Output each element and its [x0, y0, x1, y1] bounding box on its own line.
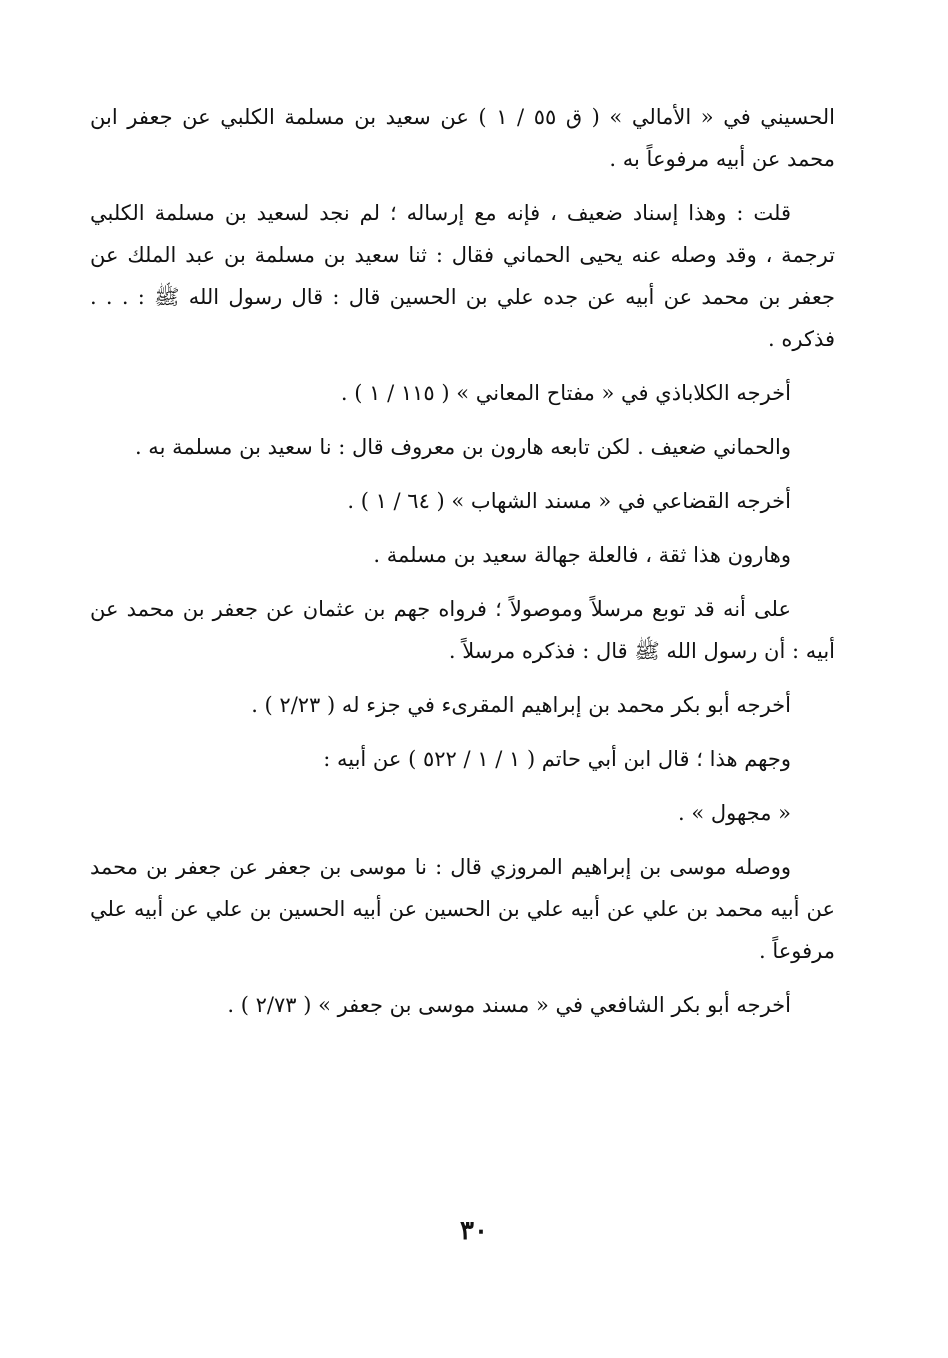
- page-body: [90, 96, 835, 1026]
- paragraph-9: وجهم هذا ؛ قال ابن أبي حاتم ( ١ / ١ / ٥٢٢ ) عن أبيه :: [323, 747, 791, 771]
- paragraph-4: والحماني ضعيف . لكن تابعه هارون بن معروف قال : نا سعيد بن مسلمة به .: [134, 435, 791, 459]
- paragraph-12: أخرجه أبو بكر الشافعي في « مسند موسى بن جعفر » ( ٢/٧٣ ) .: [227, 993, 791, 1017]
- paragraph-8: أخرجه أبو بكر محمد بن إبراهيم المقرىء في جزء له ( ٢/٢٣ ) .: [251, 693, 791, 717]
- paragraph-1: الحسيني في « الأمالي » ( ق ٥٥ / ١ ) عن سعيد بن مسلمة الكلبي عن جعفر ابن محمد عن أبيه مرفوعاً به .: [90, 105, 835, 171]
- paragraph-7: على أنه قد توبع مرسلاً وموصولاً ؛ فرواه جهم بن عثمان عن جعفر بن محمد عن أبيه : أن رسول الله ﷺ قال : فذكره مرسلاً .: [90, 597, 835, 663]
- paragraph-6: وهارون هذا ثقة ، فالعلة جهالة سعيد بن مسلمة .: [373, 543, 791, 567]
- paragraph-5: أخرجه القضاعي في « مسند الشهاب » ( ٦٤ / ١ ) .: [347, 489, 791, 513]
- paragraph-2: قلت : وهذا إسناد ضعيف ، فإنه مع إرساله ؛ لم نجد لسعيد بن مسلمة الكلبي ترجمة ، وقد وصله عنه يحيى الحماني فقال : ثنا سعيد بن مسلمة بن عبد الملك عن جعفر بن محمد عن أبيه عن جده علي بن الحسين قال : قال رسول الله ﷺ : . . . فذكره .: [90, 201, 835, 351]
- paragraph-11: ووصله موسى بن إبراهيم المروزي قال : نا موسى بن جعفر عن جعفر بن محمد عن أبيه محمد بن علي عن أبيه علي بن الحسين عن أبيه الحسين بن علي عن أبيه علي مرفوعاً .: [90, 855, 835, 963]
- page-number: ٣٠: [460, 1216, 488, 1246]
- paragraph-10: « مجهول » .: [678, 801, 791, 825]
- paragraph-3: أخرجه الكلاباذي في « مفتاح المعاني » ( ١١٥ / ١ ) .: [340, 381, 791, 405]
